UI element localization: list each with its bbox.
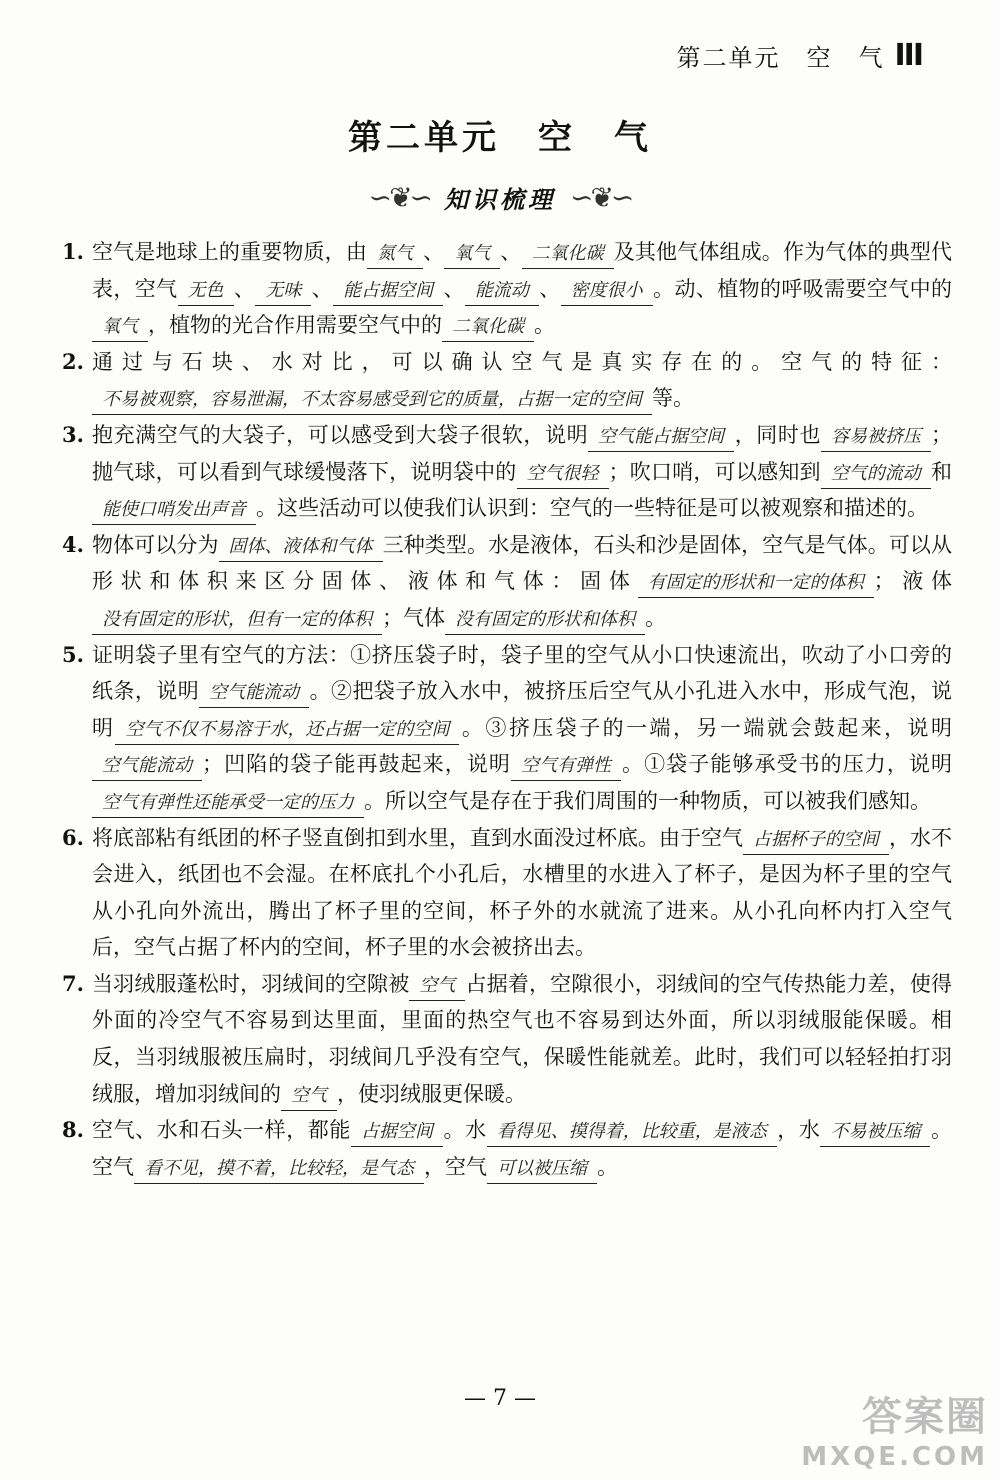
question-text xyxy=(92,417,952,527)
text-segment: 、 xyxy=(538,276,561,301)
question-text xyxy=(92,1112,952,1185)
question-number: 1. xyxy=(62,239,84,264)
question-item xyxy=(62,820,952,966)
question-text xyxy=(92,344,952,417)
answer-blank: 不易被压缩 xyxy=(820,1118,930,1147)
answer-blank: 空气能流动 xyxy=(92,752,202,781)
text-segment: 三种类型。水是液体，石头和沙是固体，空气是气体。可以从形状和体积来区分固体、液体和气体：固体 xyxy=(92,532,952,594)
text-segment: 。动、植物的呼吸需要空气中的 xyxy=(652,276,953,301)
text-segment: 空气、水和石头一样，都能 xyxy=(92,1118,351,1143)
answer-blank: 空气能流动 xyxy=(199,679,309,708)
question-number: 5. xyxy=(62,641,84,667)
text-segment: 。所以空气是存在于我们周围的一种物质，可以被我们感知。 xyxy=(364,788,931,813)
answer-blank: 占据空间 xyxy=(351,1118,443,1147)
question-number: 4. xyxy=(62,531,84,557)
text-segment: 、 xyxy=(311,276,334,301)
page-title: 第二单元 空 气 xyxy=(348,118,652,158)
answer-blank: 空气 xyxy=(409,972,465,1001)
text-segment: 。空气 xyxy=(92,1118,953,1179)
text-segment: 、 xyxy=(422,240,445,264)
text-segment: 和 xyxy=(930,459,953,484)
answer-blank: 无味 xyxy=(255,277,311,306)
section-heading xyxy=(0,180,1000,215)
answer-blank: 二氧化碳 xyxy=(522,240,614,269)
text-segment: 。这些活动可以使我们认识到：空气的一些特征是可以被观察和描述的。 xyxy=(256,496,928,521)
question-item xyxy=(62,637,952,820)
text-segment: ；液体 xyxy=(873,569,953,594)
answer-blank: 能使口哨发出声音 xyxy=(92,496,256,525)
answer-blank: 可以被压缩 xyxy=(487,1155,597,1184)
text-segment: 。 xyxy=(645,605,666,630)
text-segment: ，水 xyxy=(776,1118,821,1143)
question-item xyxy=(62,1112,952,1185)
text-segment: 证明袋子里有空气的方法：①挤压袋子时，袋子里的空气从小口快速流出，吹动了小口旁的纸条，说明 xyxy=(92,642,952,704)
text-segment: 。水 xyxy=(442,1118,487,1143)
watermark-logo-text: 答案圈 xyxy=(862,1394,988,1440)
answer-blank: 占据杯子的空间 xyxy=(743,826,889,855)
text-segment: 。②把袋子放入水中，被挤压后空气从小孔进入水中，形成气泡，说明 xyxy=(92,679,953,740)
answer-blank: 二氧化碳 xyxy=(442,313,534,342)
question-text xyxy=(92,966,952,1112)
question-item xyxy=(62,234,952,344)
answer-blank: 固体、液体和气体 xyxy=(219,533,383,562)
text-segment: ；抛气球，可以看到气球缓慢落下，说明袋中的 xyxy=(92,422,953,484)
question-item xyxy=(62,344,952,417)
text-segment: ，使羽绒服更保暖。 xyxy=(337,1081,526,1106)
text-segment: 及其他气体组成。作为气体的典型代表，空气 xyxy=(92,240,953,301)
text-segment: ，植物的光合作用需要空气中的 xyxy=(148,313,442,338)
text-segment: 占据着，空隙很小，羽绒间的空气传热能力差，使得外面的冷空气不容易到达里面，里面的热空气也不容易到达外面，所以羽绒服能保暖。相反，当羽绒服被压扁时，羽绒间几乎没有空气，保暖性能就差。此时，我们可以轻轻拍打羽绒服，增加羽绒间的 xyxy=(92,971,953,1106)
answer-blank: 氧气 xyxy=(92,313,148,342)
question-text xyxy=(92,527,952,637)
answer-blank: 空气能占据空间 xyxy=(588,423,734,452)
text-segment: 等。 xyxy=(652,386,694,411)
question-number: 2. xyxy=(62,348,84,374)
question-text xyxy=(92,637,952,820)
text-segment: ；气体 xyxy=(382,605,445,630)
text-segment: 、 xyxy=(233,276,256,301)
section-label: 知识梳理 xyxy=(444,185,556,214)
answer-blank: 空气很轻 xyxy=(517,460,609,489)
text-segment: 将底部粘有纸团的杯子竖直倒扣到水里，直到水面没过杯底。由于空气 xyxy=(92,825,743,850)
question-number: 7. xyxy=(62,970,84,996)
answer-blank: 空气的流动 xyxy=(821,460,931,489)
answer-blank: 能流动 xyxy=(465,277,539,306)
page-number: — 7 — xyxy=(464,1386,536,1411)
answer-blank: 氮气 xyxy=(367,240,423,269)
text-segment: ，空气 xyxy=(424,1154,487,1179)
text-segment: 。③挤压袋子的一端，另一端就会鼓起来，说明 xyxy=(459,715,953,740)
text-segment: ；凹陷的袋子能再鼓起来，说明 xyxy=(202,752,511,777)
answer-blank: 空气有弹性 xyxy=(511,752,621,781)
text-segment: 、 xyxy=(443,276,465,301)
text-segment: 。①袋子能够承受书的压力，说明 xyxy=(620,752,953,777)
text-segment: ，同时也 xyxy=(734,422,822,447)
answer-blank: 氧气 xyxy=(444,240,500,269)
text-segment: ，水不会进入，纸团也不会湿。在杯底扎个小孔后，水槽里的水进入了杯子，是因为杯子里的空气从小孔向外流出，腾出了杯子里的空间，杯子外的水就流了进来。从小孔向杯内打入空气后，空气占据了杯内的空间，杯子里的水会被挤出去。 xyxy=(92,825,952,960)
answer-blank: 能占据空间 xyxy=(333,277,443,306)
text-segment: 通过与石块、水对比，可以确认空气是真实存在的。空气的特征： xyxy=(92,349,952,374)
text-segment: 。 xyxy=(597,1154,618,1179)
question-text xyxy=(92,820,952,966)
answer-blank: 容易被挤压 xyxy=(821,423,931,452)
text-segment: 当羽绒服蓬松时，羽绒间的空隙被 xyxy=(92,971,410,996)
running-head xyxy=(677,38,923,73)
answer-blank: 空气有弹性还能承受一定的压力 xyxy=(92,789,364,818)
question-number: 8. xyxy=(62,1117,84,1143)
answer-blank: 密度很小 xyxy=(561,277,653,306)
text-segment: 物体可以分为 xyxy=(92,532,219,557)
text-segment: 空气是地球上的重要物质，由 xyxy=(92,240,367,264)
text-segment: 。 xyxy=(534,313,555,338)
answer-blank: 无色 xyxy=(178,277,234,306)
question-number: 3. xyxy=(62,421,84,447)
answer-blank: 没有固定的形状，但有一定的体积 xyxy=(92,606,382,635)
text-segment: 、 xyxy=(500,240,522,264)
text-segment: 抱充满空气的大袋子，可以感受到大袋子很软，说明 xyxy=(92,422,589,447)
text-segment: ；吹口哨，可以感知到 xyxy=(608,459,821,484)
exercise-content xyxy=(62,234,952,1185)
left-ornament-icon: ∽❦∽ xyxy=(368,181,430,214)
answer-blank: 看不见，摸不着，比较轻，是气态 xyxy=(134,1155,424,1184)
answer-blank: 看得见、摸得着，比较重，是液态 xyxy=(487,1118,777,1147)
question-number: 6. xyxy=(62,824,84,850)
answer-blank: 空气 xyxy=(281,1082,337,1111)
question-text xyxy=(92,234,952,344)
question-item xyxy=(62,417,952,527)
answer-blank: 没有固定的形状和体积 xyxy=(445,606,645,635)
watermark-url: MXQE.COM xyxy=(801,1442,988,1472)
answer-blank: 空气不仅不易溶于水，还占据一定的空间 xyxy=(115,716,459,745)
answer-blank: 有固定的形状和一定的体积 xyxy=(638,569,874,598)
question-item xyxy=(62,527,952,637)
running-head-bars: III xyxy=(894,38,922,73)
running-head-text: 第二单元 空 气 xyxy=(676,44,885,72)
right-ornament-icon: ∽❦∽ xyxy=(570,181,632,214)
question-item xyxy=(62,966,952,1112)
answer-blank: 不易被观察，容易泄漏，不太容易感受到它的质量，占据一定的空间 xyxy=(92,386,652,415)
watermark xyxy=(801,1385,988,1472)
